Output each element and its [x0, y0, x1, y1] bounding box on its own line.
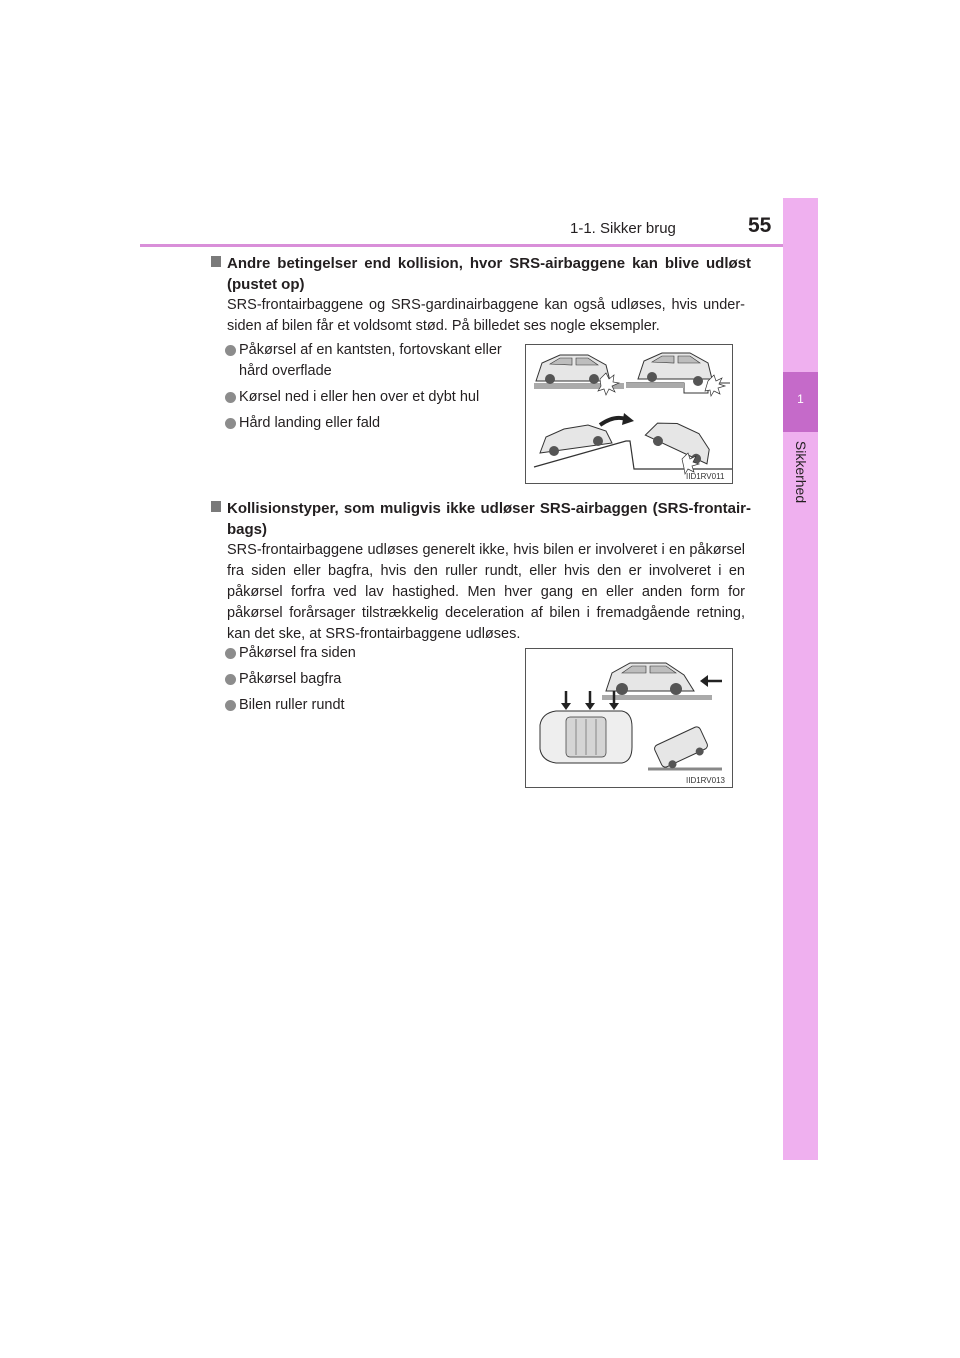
collision-types-illustration — [526, 649, 732, 787]
section2-title: Kollisionstyper, som muligvis ikke udløser SRS-airbaggen (SRS-frontair-bags) — [227, 500, 751, 538]
list-item: Hård landing eller fald — [225, 413, 517, 434]
figure-non-deploy-collisions — [525, 648, 733, 788]
list-item: Påkørsel fra siden — [225, 643, 475, 664]
circle-bullet-icon — [225, 392, 236, 403]
section2-heading — [211, 498, 751, 540]
circle-bullet-icon — [225, 345, 236, 356]
list-item: Påkørsel bagfra — [225, 669, 475, 690]
page-number: 55 — [748, 214, 772, 237]
square-bullet-icon — [211, 501, 221, 512]
circle-bullet-icon — [225, 418, 236, 429]
section1-title: Andre betingelser end kollision, hvor SRS-airbaggene kan blive udløst (pustet op) — [227, 255, 751, 293]
circle-bullet-icon — [225, 648, 236, 659]
square-bullet-icon — [211, 256, 221, 267]
chapter-number: 1 — [797, 392, 804, 406]
figure-undercarriage-impacts — [525, 344, 733, 484]
chapter-number-tab — [783, 372, 818, 432]
circle-bullet-icon — [225, 674, 236, 685]
section1-body: SRS-frontairbaggene og SRS-gardinairbaggene kan også udløses, hvis under-siden af bilen får et voldsomt stød. På billedet ses nogle eksempler. — [227, 297, 745, 334]
section1-heading — [211, 253, 751, 295]
list-item: Påkørsel af en kantsten, fortovskant eller hård overflade — [225, 340, 517, 382]
chapter-side-tab — [783, 198, 818, 1160]
car-impact-illustration — [526, 345, 732, 483]
section-title: 1-1. Sikker brug — [570, 220, 676, 237]
section2-body: SRS-frontairbaggene udløses generelt ikke, hvis bilen er involveret i en påkørsel fra siden eller bagfra, hvis den ruller rundt, eller hvis den er involveret i en påkørsel forfra ved lav hastighed. Men hver gang en eller anden form for påkørsel forårsager tilstrækkelig deceleration af bilen i fremadgående retning, kan det ske, at SRS-frontairbaggene udløses. — [227, 542, 745, 642]
list-item: Kørsel ned i eller hen over et dybt hul — [225, 387, 517, 408]
header-divider — [140, 244, 818, 247]
figure-code: IID1RV011 — [686, 472, 725, 481]
chapter-label: Sikkerhed — [793, 440, 809, 504]
circle-bullet-icon — [225, 700, 236, 711]
figure-code: IID1RV013 — [686, 776, 725, 785]
list-item: Bilen ruller rundt — [225, 695, 475, 716]
